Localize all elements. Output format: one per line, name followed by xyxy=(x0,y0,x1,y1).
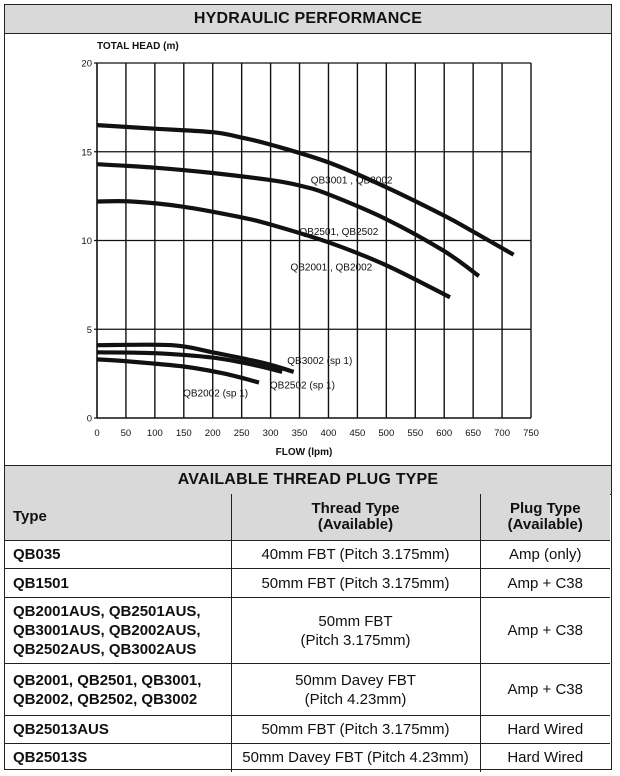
column-header-type: Type xyxy=(5,494,231,541)
table-row xyxy=(5,569,610,598)
x-tick-label: 600 xyxy=(436,428,453,439)
cell-plug: Amp + C38 xyxy=(480,664,610,716)
x-tick-label: 400 xyxy=(320,428,337,439)
table-header-row xyxy=(5,494,610,541)
x-tick-label: 500 xyxy=(378,428,395,439)
x-tick-label: 100 xyxy=(146,428,163,439)
cell-plug: Amp (only) xyxy=(480,541,610,569)
series-label: QB2502 (sp 1) xyxy=(269,380,335,392)
y-tick-label: 10 xyxy=(81,236,92,247)
x-tick-label: 350 xyxy=(291,428,308,439)
cell-thread: 50mm FBT (Pitch 3.175mm) xyxy=(231,598,480,664)
y-axis-title: TOTAL HEAD (m) xyxy=(97,41,179,52)
y-tick-label: 15 xyxy=(81,147,92,159)
x-tick-label: 50 xyxy=(120,428,132,439)
series-line xyxy=(97,201,450,297)
x-tick-label: 300 xyxy=(262,428,279,439)
spec-sheet xyxy=(4,4,612,770)
table-row xyxy=(5,541,610,569)
x-tick-label: 250 xyxy=(233,428,250,439)
thread-plug-table xyxy=(5,494,610,772)
cell-plug: Amp + C38 xyxy=(480,598,610,664)
x-axis-title: FLOW (lpm) xyxy=(275,447,333,458)
hydraulic-performance-header: HYDRAULIC PERFORMANCE xyxy=(5,5,611,34)
series-label: QB2501, QB2502 xyxy=(299,227,379,239)
series-label: QB2001 , QB2002 xyxy=(290,262,373,274)
column-header-thread: Thread Type (Available) xyxy=(231,494,480,541)
series-label: QB3001 , QB3002 xyxy=(310,175,393,187)
cell-type: QB1501 xyxy=(5,569,231,598)
cell-thread: 50mm Davey FBT (Pitch 4.23mm) xyxy=(231,744,480,772)
cell-type: QB2001AUS, QB2501AUS, QB3001AUS, QB2002AUS, QB2502AUS, QB3002AUS xyxy=(5,598,231,664)
x-tick-label: 150 xyxy=(175,428,192,439)
x-tick-label: 750 xyxy=(523,428,539,439)
performance-chart xyxy=(5,34,610,464)
x-tick-label: 450 xyxy=(349,428,366,439)
cell-thread: 40mm FBT (Pitch 3.175mm) xyxy=(231,541,480,569)
y-tick-label: 0 xyxy=(86,413,92,425)
y-tick-label: 5 xyxy=(86,324,92,336)
x-tick-label: 700 xyxy=(494,428,510,439)
table-row xyxy=(5,598,610,664)
cell-plug: Amp + C38 xyxy=(480,569,610,598)
cell-type: QB25013AUS xyxy=(5,716,231,744)
cell-thread: 50mm FBT (Pitch 3.175mm) xyxy=(231,569,480,598)
column-header-plug: Plug Type (Available) xyxy=(480,494,610,541)
cell-type: QB25013S xyxy=(5,744,231,772)
series-label: QB2002 (sp 1) xyxy=(183,388,249,400)
x-tick-label: 200 xyxy=(204,428,221,439)
x-tick-label: 650 xyxy=(465,428,482,439)
table-row xyxy=(5,664,610,716)
chart-series xyxy=(97,125,514,382)
cell-plug: Hard Wired xyxy=(480,744,610,772)
cell-type: QB2001, QB2501, QB3001, QB2002, QB2502, QB3002 xyxy=(5,664,231,716)
cell-thread: 50mm FBT (Pitch 3.175mm) xyxy=(231,716,480,744)
cell-type: QB035 xyxy=(5,541,231,569)
cell-plug: Hard Wired xyxy=(480,716,610,744)
table-row xyxy=(5,744,610,772)
cell-thread: 50mm Davey FBT (Pitch 4.23mm) xyxy=(231,664,480,716)
table-row xyxy=(5,716,610,744)
y-tick-label: 20 xyxy=(81,58,92,70)
x-tick-label: 0 xyxy=(94,428,100,439)
chart-axes xyxy=(81,41,539,458)
x-tick-label: 550 xyxy=(407,428,424,439)
series-label: QB3002 (sp 1) xyxy=(287,355,353,367)
thread-plug-header: AVAILABLE THREAD PLUG TYPE xyxy=(5,465,611,495)
